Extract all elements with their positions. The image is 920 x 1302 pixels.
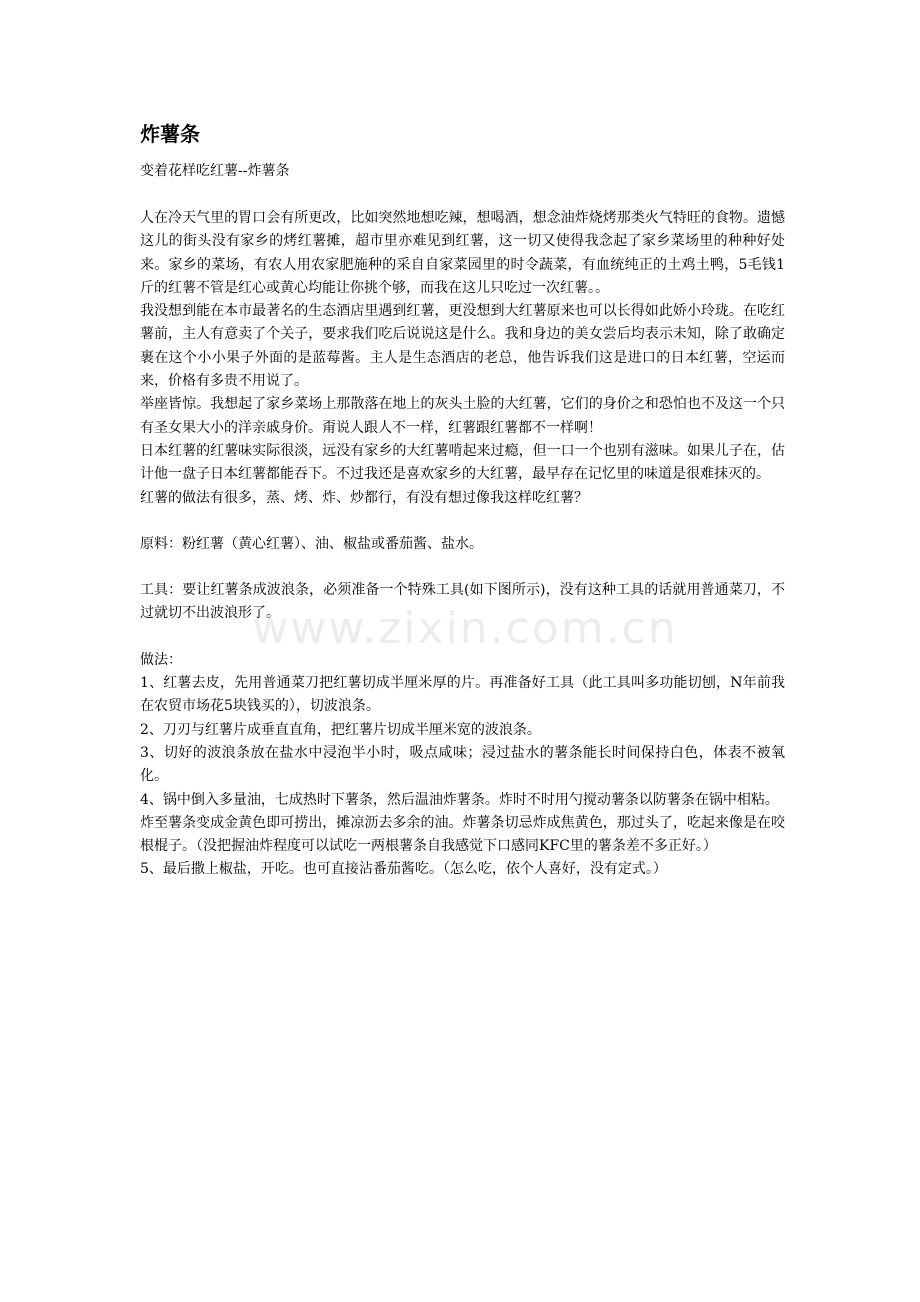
- document-subtitle: 变着花样吃红薯--炸薯条: [140, 163, 290, 179]
- method-heading: 做法：: [140, 651, 182, 668]
- intro-paragraph: 举座皆惊。我想起了家乡菜场上那散落在地上的灰头土脸的大红薯，它们的身价之和恐怕也不及这一个只有圣女果大小的洋亲戚身价。甭说人跟人不一样，红薯跟红薯都不一样啊！: [140, 396, 785, 436]
- document-page: [140, 118, 785, 882]
- method-step: 1、红薯去皮，先用普通菜刀把红薯切成半厘米厚的片。再准备好工具（此工具叫多功能切刨，N年前我在农贸市场花5块钱买的），切波浪条。: [140, 675, 785, 715]
- spacer: [140, 510, 785, 533]
- method-step: 炸至薯条变成金黄色即可捞出，摊凉沥去多余的油。炸薯条切忌炸成焦黄色，那过头了，吃起来像是在咬根棍子。（没把握油炸程度可以试吃一两根薯条自我感觉下口感同KFC里的薯条差不多正好。）: [140, 814, 785, 855]
- document-body: [140, 207, 785, 882]
- method-step: 5、最后撒上椒盐，开吃。也可直接沾番茄酱吃。（怎么吃，依个人喜好，没有定式。）: [140, 861, 667, 878]
- spacer: [140, 183, 785, 207]
- spacer: [140, 626, 785, 649]
- watermark: www.zixin.com.cn: [252, 603, 678, 654]
- method-step: 4、锅中倒入多量油，七成热时下薯条，然后温油炸薯条。炸时不时用勺搅动薯条以防薯条在锅中相粘。: [140, 791, 779, 808]
- method-step: 3、切好的波浪条放在盐水中浸泡半小时，吸点咸味；浸过盐水的薯条能长时间保持白色，体表不被氧化。: [140, 744, 785, 785]
- method-step: 2、刀刃与红薯片成垂直直角，把红薯片切成半厘米宽的波浪条。: [140, 721, 541, 738]
- intro-paragraph: 红薯的做法有很多，蒸、烤、炸、炒都行，有没有想过像我这样吃红薯？: [140, 489, 588, 506]
- ingredients-paragraph: 原料：粉红薯（黄心红薯）、油、椒盐或番茄酱、盐水。: [140, 535, 483, 552]
- intro-paragraph: 日本红薯的红薯味实际很淡，远没有家乡的大红薯啃起来过瘾，但一口一个也别有滋味。如果儿子在，估计他一盘子日本红薯都能吞下。不过我还是喜欢家乡的大红薯，最早存在记忆里的味道是很难抹灭的。: [140, 442, 785, 483]
- document-title: 炸薯条: [140, 122, 200, 146]
- intro-paragraph: 我没想到能在本市最著名的生态酒店里遇到红薯，更没想到大红薯原来也可以长得如此娇小玲珑。在吃红薯前，主人有意卖了个关子，要求我们吃后说说这是什么。我和身边的美女尝后均表示未知，除了敢确定裹在这个小小果子外面的是蓝莓酱。主人是生态酒店的老总，他告诉我们这是进口的日本红薯，空运而来，价格有多贵不用说了。: [140, 303, 785, 390]
- tools-paragraph: 工具：要让红薯条成波浪条，必须准备一个特殊工具(如下图所示)，没有这种工具的话就用普通菜刀，不过就切不出波浪形了。: [140, 582, 785, 622]
- intro-paragraph: 人在冷天气里的胃口会有所更改，比如突然地想吃辣，想喝酒，想念油炸烧烤那类火气特旺的食物。遗憾这儿的街头没有家乡的烤红薯摊，超市里亦难见到红薯，这一切又使得我念起了家乡菜场里的种种好处来。家乡的菜场，有农人用农家肥施种的采自自家菜园里的时令蔬菜，有血统纯正的土鸡土鸭，5毛钱1斤的红薯不管是红心或黄心均能让你挑个够，而我在这儿只吃过一次红薯。。: [140, 210, 785, 296]
- spacer: [140, 556, 785, 579]
